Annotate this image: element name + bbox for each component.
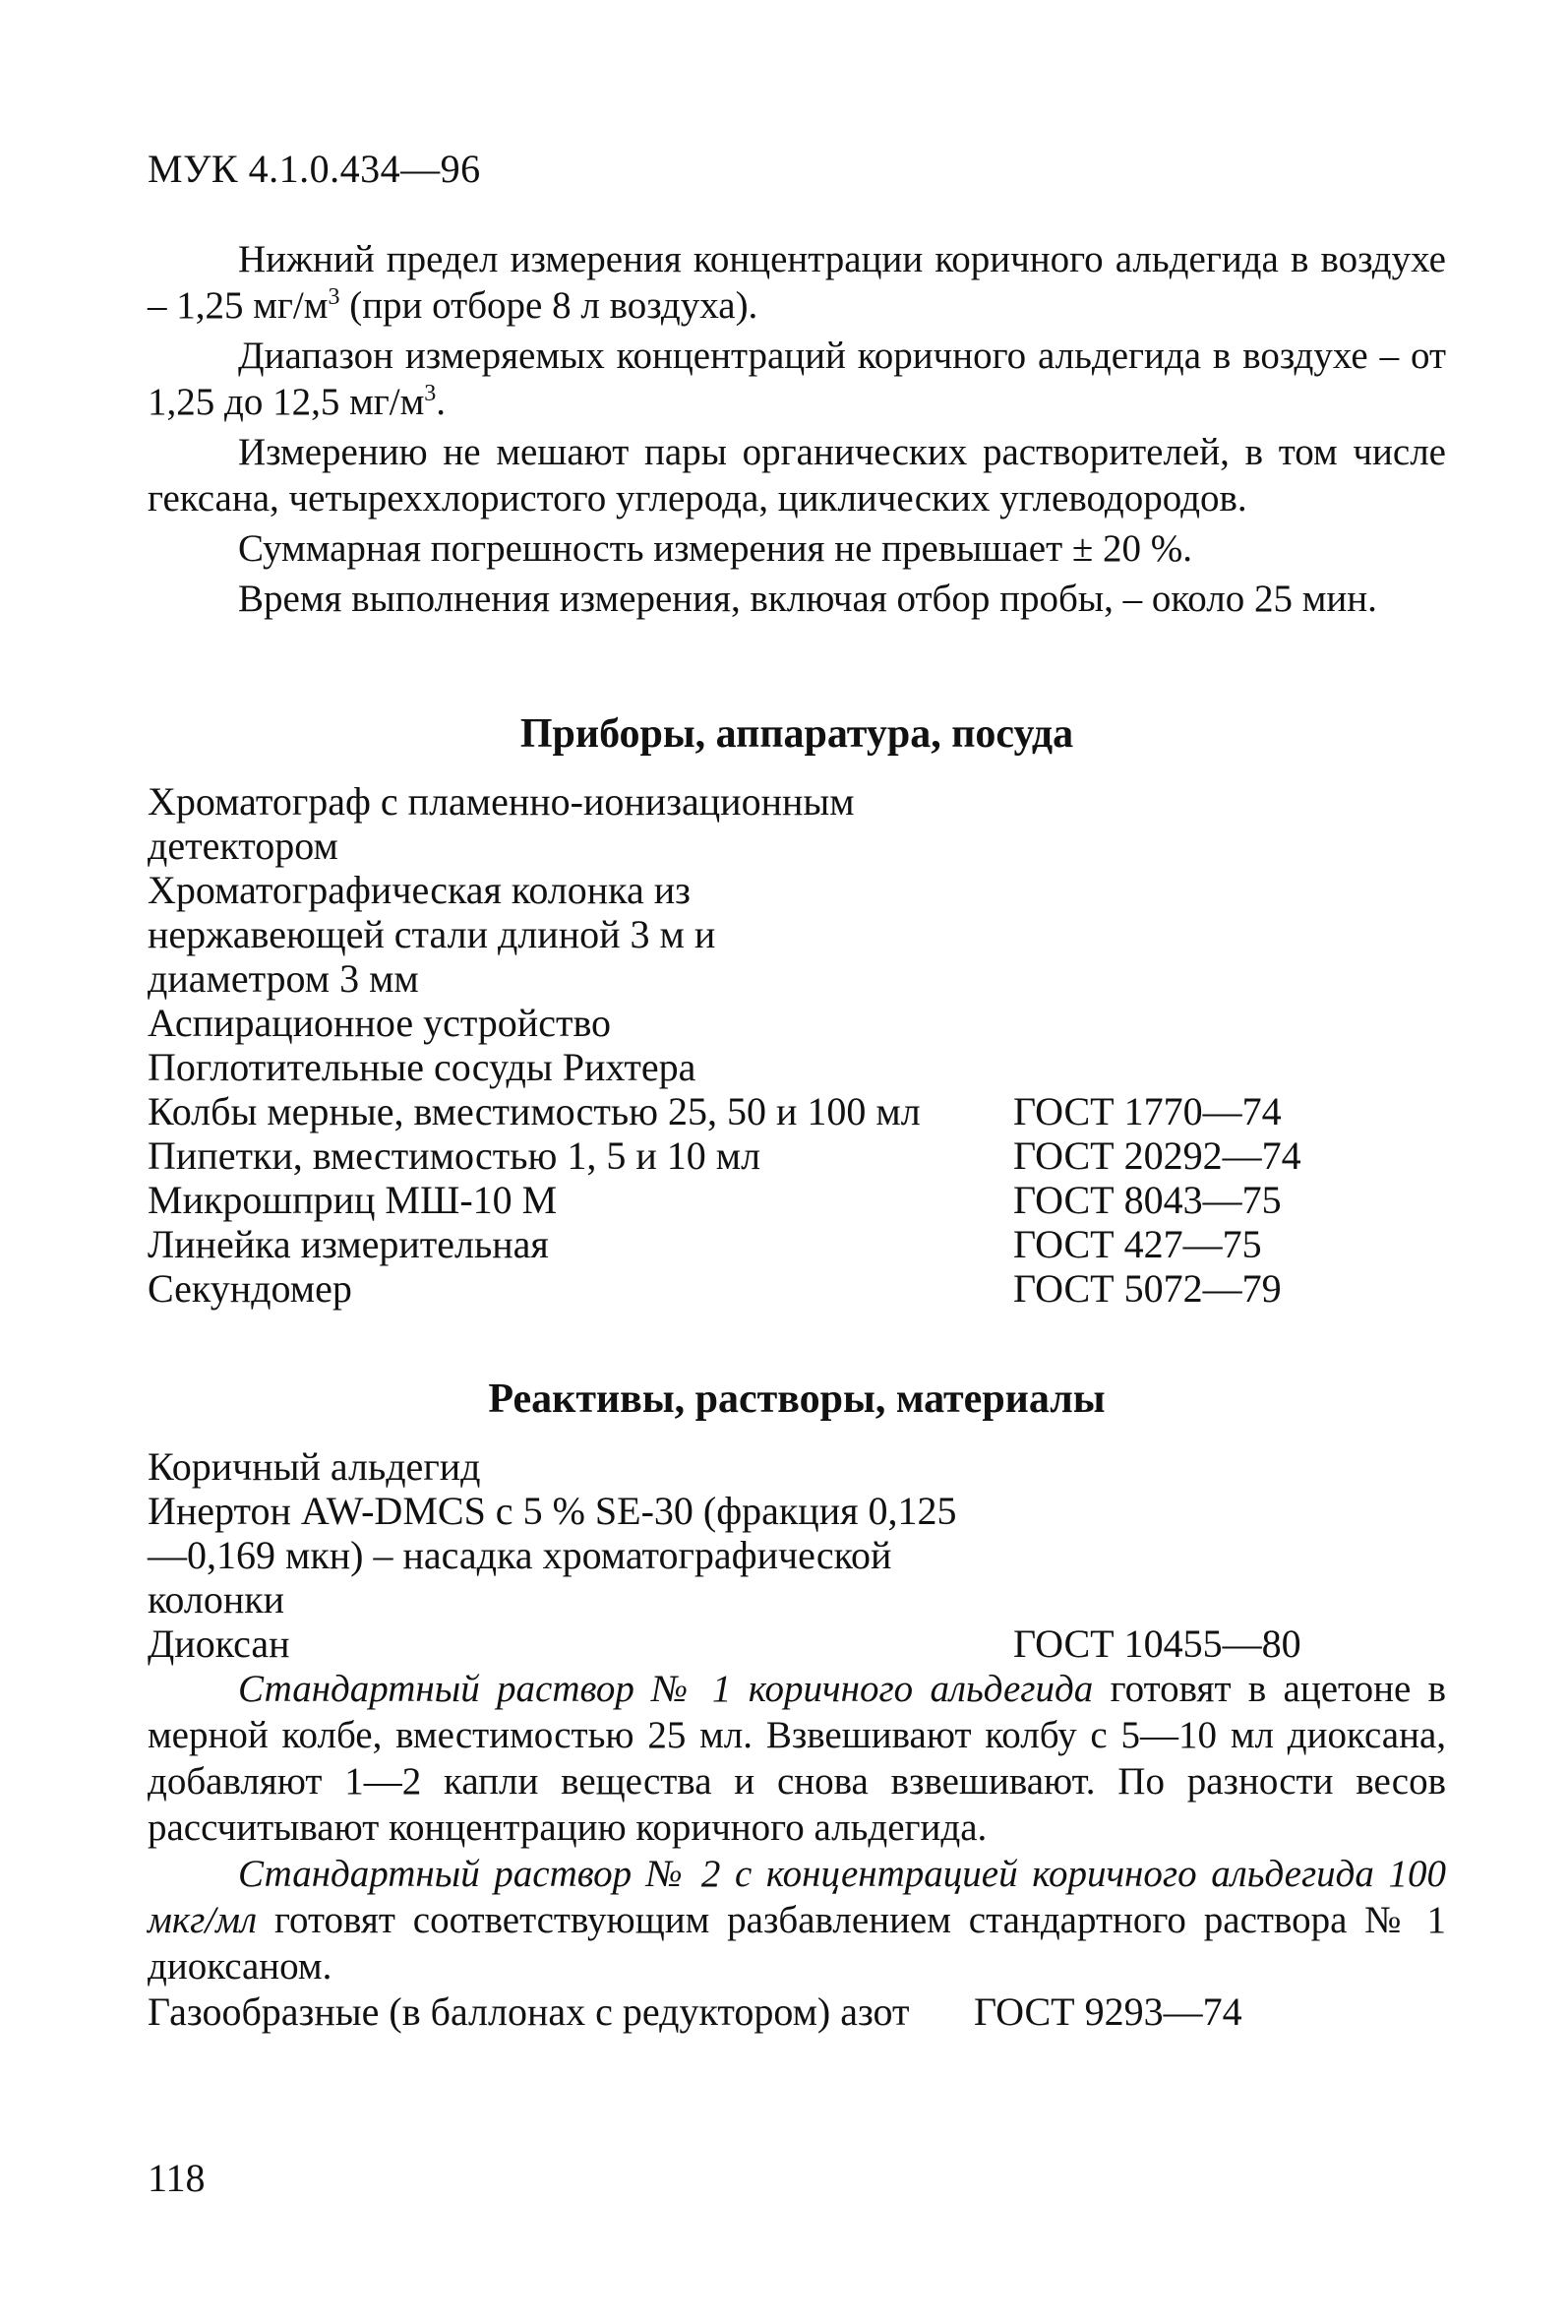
equipment-item: Секундомер ГОСТ 5072—79 <box>148 1266 1282 1311</box>
intro-section <box>148 236 1446 626</box>
reagents-heading: Реактивы, растворы, материалы <box>488 1376 1106 1422</box>
reagent-item: Диоксан ГОСТ 10455—80 <box>148 1621 1301 1666</box>
equipment-item: Хроматограф с пламенно-ионизационным детектором <box>148 779 855 868</box>
intro-paragraph-lower-limit: Нижний предел измерения концентрации коричного альдегида в воздухе – 1,25 $мг/м^3$ (при отборе 8 л воздуха). <box>148 238 1446 327</box>
reagent-item: Коричный альдегид <box>148 1444 481 1489</box>
reagent-item-gas: Газообразные (в баллонах с редуктором) азот ГОСТ 9293—74 <box>148 1989 1242 2034</box>
equipment-item: Микрошприц МШ-10 М ГОСТ 8043—75 <box>148 1178 1282 1222</box>
reagents-list <box>148 1444 1446 2034</box>
equipment-item: Колбы мерные, вместимостью 25, 50 и 100 мл ГОСТ 1770—74 <box>148 1089 1282 1133</box>
equipment-item: Линейка измерительная ГОСТ 427—75 <box>148 1222 1262 1266</box>
equipment-list <box>148 779 1446 1311</box>
intro-paragraph-interference: Измерению не мешают пары органических растворителей, в том числе гексана, четыреххлористого углерода, циклических углеводородов. <box>148 431 1446 520</box>
equipment-item: Аспирационное устройство <box>148 1001 612 1045</box>
equipment-heading: Приборы, аппаратура, посуда <box>519 711 1074 757</box>
equipment-item: Пипетки, вместимостью 1, 5 и 10 мл ГОСТ 20292—74 <box>148 1133 1301 1178</box>
equipment-item: Поглотительные сосуды Рихтера <box>148 1045 696 1089</box>
intro-paragraph-error: Суммарная погрешность измерения не превышает ± 20 %. <box>238 527 1193 570</box>
page-number: 118 <box>148 2156 206 2200</box>
standard-solution-1-paragraph: Стандартный раствор № 1 коричного альдегида готовят в ацетоне в мерной колбе, вместимостью 25 мл. Взвешивают колбу с 5—10 мл диоксана, добавляют 1—2 капли вещества и снова взвешивают. По разности весов рассчитывают концентрацию коричного альдегида. <box>148 1668 1447 1849</box>
reagent-item: Инертон AW-DMCS с 5 % SE-30 (фракция 0,125—0,169 мкн) – насадка хроматографической колонки <box>148 1489 957 1621</box>
intro-paragraph-range: Диапазон измеряемых концентраций коричного альдегида в воздухе – от 1,25 до 12,5 $мг/м^3$. <box>148 335 1446 423</box>
document-code-header: МУК 4.1.0.434—96 <box>148 147 481 191</box>
intro-paragraph-time: Время выполнения измерения, включая отбор пробы, – около 25 мин. <box>238 578 1377 620</box>
equipment-item: Хроматографическая колонка из нержавеющей стали длиной 3 м и диаметром 3 мм <box>148 868 716 1001</box>
standard-solution-2-paragraph: Стандартный раствор № 2 с концентрацией коричного альдегида 100 мкг/мл готовят соответствующим разбавлением стандартного раствора № 1 диоксаном. <box>148 1853 1446 1988</box>
